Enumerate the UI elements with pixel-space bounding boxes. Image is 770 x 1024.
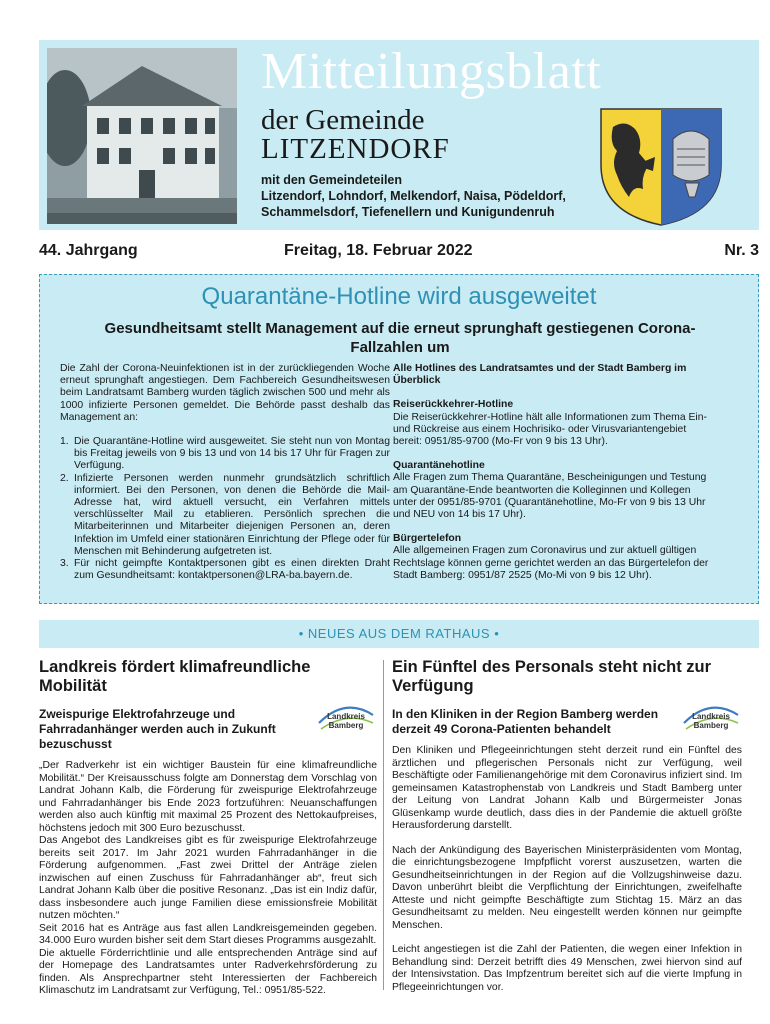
masthead bbox=[39, 40, 759, 230]
newsletter-subtitle: der Gemeinde bbox=[261, 104, 425, 136]
districts-line: Litzendorf, Lohndorf, Melkendorf, Naisa, Pödeldorf, bbox=[261, 189, 566, 203]
article-paragraph: Das Angebot des Landkreises gibt es für zweispurige Elektrofahrzeuge bereits seit 2017. Im Jahr 2021 wurden Fahrradanhänger in die Förderung aufgenommen. „Fast zwei Drittel der Anträge zielen inzwischen auf einen Zuschuss für Fahrradanhänger ab“, freut sich Landrat Johann Kalb über die positive Resonanz. „Das ist ein Indiz dafür, dass insbesondere auch junge Familien diese emissionsfreie Mobilität nutzen möchten.“ bbox=[39, 835, 377, 921]
article-mobility bbox=[39, 658, 377, 998]
town-hall-photo bbox=[47, 48, 237, 224]
logo-line1: Landkreis bbox=[327, 712, 365, 721]
issue-volume: 44. Jahrgang bbox=[39, 242, 138, 259]
newsletter-title: Mitteilungsblatt bbox=[261, 43, 602, 100]
list-item-number: 1. bbox=[60, 436, 69, 448]
logo-line2: Bamberg bbox=[693, 721, 729, 730]
column-divider bbox=[383, 660, 384, 990]
coat-of-arms-icon bbox=[595, 105, 727, 227]
article-paragraph: Leicht angestiegen ist die Zahl der Patienten, die wegen einer Infektion in Behandlung sind: Derzeit betrifft dies 49 Menschen, zwei hiervon sind auf der Intensivstation. Das Impfzentrum bereitet sich auf die vierte Impfung in Pflegeeinrichtungen vor. bbox=[392, 944, 742, 993]
issue-date: Freitag, 18. Februar 2022 bbox=[284, 242, 473, 259]
section-ribbon: • NEUES AUS DEM RATHAUS • bbox=[39, 620, 759, 648]
hotline-block bbox=[393, 460, 713, 521]
article-subtitle-text: In den Kliniken in der Region Bamberg werden derzeit 49 Corona-Patienten behandelt bbox=[392, 707, 659, 736]
hotlines-heading: Alle Hotlines des Landratsamtes und der Stadt Bamberg im Überblick bbox=[393, 363, 687, 387]
hotline-text: Alle Fragen zum Thema Quarantäne, Bescheinigungen und Testung am Quarantäne-Ende beantworten die Kolleginnen und Kollegen unter der 0951/85-9701 (Quarantänehotline, Mo-Fr von 9 bis 13 Uhr und NEU von 14 bis 17 Uhr). bbox=[393, 472, 707, 521]
article-paragraph: Den Kliniken und Pflegeeinrichtungen steht derzeit rund ein Fünftel des ärztlichen und pflegerischen Personals nicht zur Verfügung, weil Beschäftigte oder Familienangehörige mit dem Coronavirus infiziert sind. Im gemeinsamen Katastrophenstab von Landkreis und Stadt Bamberg unter der Leitung von Landrat Johann Kalb und Bürgermeister Jonas Glüsenkamp wurde deutlich, dass dies in der Pandemie die aktuell größte Herausforderung darstellt. bbox=[392, 745, 742, 831]
article-paragraph: Nach der Ankündigung des Bayerischen Ministerpräsidenten vom Montag, die einrichtungsbezogene Impfpflicht vorerst auszusetzen, warten die Gesundheitseinrichtungen in der Region auf die Vollzugshinweise dazu. Davon unberührt bleibt die Verpflichtung der Einrichtungen, zweifelhafte Atteste und nicht geimpfte Beschäftigte zum Stichtag 15. März an das Gesundheitsamt zu melden. Neu eingestellt werden können nur geimpfte Menschen. bbox=[392, 844, 742, 931]
list-item-text: Die Quarantäne-Hotline wird ausgeweitet. Sie steht nun von Montag bis Freitag jeweils von 9 bis 13 und von 14 bis 17 Uhr für Fragen zur Verfügung. bbox=[74, 436, 390, 472]
article-body bbox=[39, 760, 377, 998]
quarantine-right-column bbox=[393, 363, 713, 594]
list-item bbox=[60, 436, 390, 473]
list-item-number: 3. bbox=[60, 558, 69, 570]
hotline-text: Die Reiserückkehrer-Hotline hält alle Informationen zum Thema Ein- und Rückreise aus einem Hochrisiko- oder Virusvariantengebiet bereit: 0951/85-9700 (Mo-Fr von 9 bis 13 Uhr). bbox=[393, 411, 707, 448]
article-paragraph: Seit 2016 hat es Anträge aus fast allen Landkreisgemeinden gegeben. 34.000 Euro wurden bisher seit dem Start dieses Programms ausgezahlt. bbox=[39, 922, 377, 946]
list-item-text: Für nicht geimpfte Kontaktpersonen gibt es einen direkten Draht zum Gesundheitsamt: kontaktpersonen@LRA-ba.bayern.de. bbox=[74, 558, 390, 582]
quarantine-subheadline: Gesundheitsamt stellt Management auf die erneut sprunghaft gestiegenen Corona-Fallzahlen um bbox=[104, 320, 696, 356]
issue-info bbox=[39, 242, 759, 264]
logo-line1: Landkreis bbox=[692, 712, 730, 721]
article-subtitle-text: Zweispurige Elektrofahrzeuge und Fahrradanhänger werden auch in Zukunft bezuschusst bbox=[39, 707, 276, 751]
quarantine-left-column bbox=[60, 363, 390, 582]
article-title: Landkreis fördert klimafreundliche Mobilität bbox=[39, 658, 311, 695]
districts-line: mit den Gemeindeteilen bbox=[261, 173, 403, 187]
article-subtitle bbox=[39, 707, 377, 752]
list-item bbox=[60, 473, 390, 558]
article-staffing bbox=[392, 658, 742, 1006]
quarantine-measures-list bbox=[60, 436, 390, 582]
municipality-name: LITZENDORF bbox=[261, 133, 450, 165]
hotline-name: Reiserückkehrer-Hotline bbox=[393, 399, 514, 411]
article-paragraph: Die aktuelle Förderrichtlinie und alle entsprechenden Anträge sind auf der Homepage des Landratsamtes unter Radverkehrsförderung zu finden. Als Ansprechpartner steht Interessierten der Fachbereich Klimaschutz im Landratsamt zur Verfügung, Tel.: 0951/85-522. bbox=[39, 947, 377, 996]
article-subtitle bbox=[392, 707, 742, 737]
hotline-block bbox=[393, 399, 713, 448]
hotline-name: Quarantänehotline bbox=[393, 460, 485, 472]
quarantine-intro: Die Zahl der Corona-Neuinfektionen ist in der zurückliegenden Woche erneut sprunghaft angestiegen. Dem Fachbereich Gesundheitswesen beim Landratsamt Bamberg wurden täglich zwischen 500 und mehr als 1000 infizierte Personen gemeldet. Die Behörde passt deshalb das Management an: bbox=[60, 363, 390, 423]
article-body bbox=[392, 745, 742, 994]
list-item-text: Infizierte Personen werden nunmehr grundsätzlich schriftlich informiert. Bei den Personen, von denen die Behörde die Mail-Adresse hat, wird aktuell versucht, ein Verfahren mittels verschlüsselter Mail zu etablieren. Persönlich sprechen die Mitarbeiterinnen und Mitarbeiter diejenigen Personen an, deren Infektion im Umfeld einer stationären Einrichtung der Pflege oder für Menschen mit Behinderung aufgetreten ist. bbox=[74, 472, 390, 557]
list-item-number: 2. bbox=[60, 472, 69, 484]
hotline-block bbox=[393, 533, 713, 582]
article-title: Ein Fünftel des Personals steht nicht zur Verfügung bbox=[392, 658, 712, 695]
landkreis-bamberg-logo-icon bbox=[315, 701, 377, 735]
logo-line2: Bamberg bbox=[328, 721, 364, 730]
districts-list bbox=[261, 172, 631, 220]
issue-number: Nr. 3 bbox=[724, 242, 759, 259]
hotline-text: Alle allgemeinen Fragen zum Coronavirus und zur aktuell gültigen Rechtslage können gerne gerichtet werden an das Bürgertelefon der Stadt Bamberg: 0951/87 2525 (Mo-Mi von 9 bis 12 Uhr). bbox=[393, 545, 709, 581]
hotline-name: Bürgertelefon bbox=[393, 533, 462, 545]
list-item bbox=[60, 558, 390, 582]
quarantine-headline: Quarantäne-Hotline wird ausgeweitet bbox=[201, 283, 597, 310]
article-paragraph: „Der Radverkehr ist ein wichtiger Baustein für eine klimafreundliche Mobilität.“ Der Kreisausschuss folgte am Donnerstag dem Vorschlag von Landrat Johann Kalb, die Förderung für zweispurige Elektrofahrzeuge und Fahrradanhänger bis Ende 2023 fortzuführen: Neuanschaffungen werden also auch künftig mit maximal 25 Prozent des Nettokaufpreises, höchstens jedoch mit 300 Euro bezuschusst. bbox=[39, 760, 377, 834]
quarantine-box bbox=[39, 274, 759, 604]
districts-line: Schammelsdorf, Tiefenellern und Kunigundenruh bbox=[261, 205, 555, 219]
landkreis-bamberg-logo-icon bbox=[680, 701, 742, 735]
